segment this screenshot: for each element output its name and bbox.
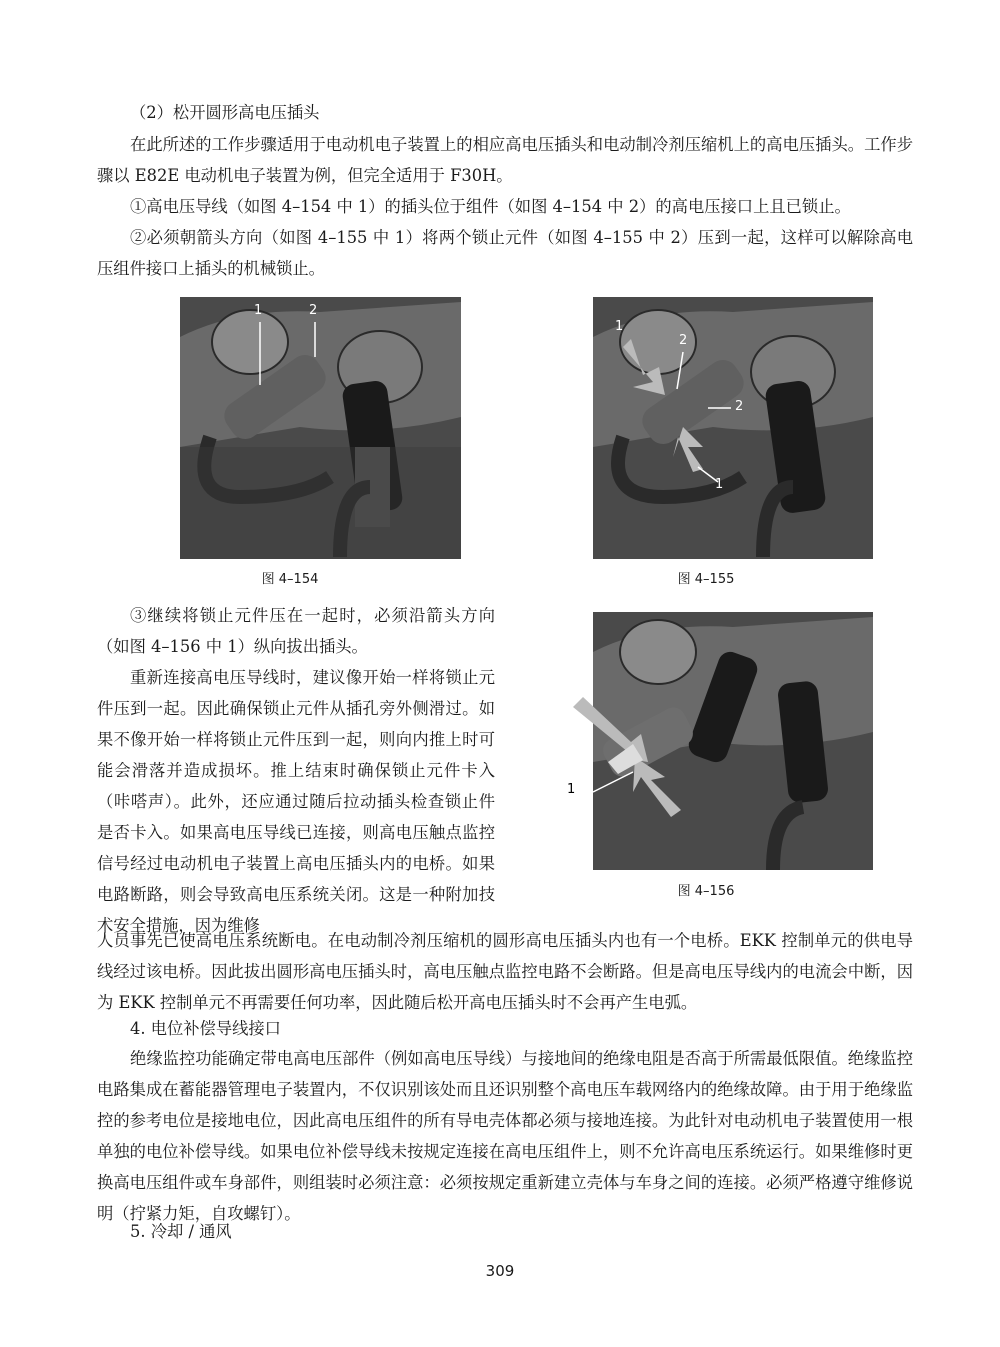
intro-paragraph: 在此所述的工作步骤适用于电动机电子装置上的相应高电压插头和电动制冷剂压缩机上的高电压插头。工作步骤以 E82E 电动机电子装置为例，但完全适用于 F30H。 xyxy=(97,135,913,185)
figure-4-156 xyxy=(567,612,873,870)
fig155-label-1a: 1 xyxy=(615,319,624,334)
section-heading-4: 4. 电位补偿导线接口 xyxy=(130,1019,281,1038)
fig154-caption: 图 4–154 xyxy=(261,572,319,587)
fig154-label-2: 2 xyxy=(309,303,318,318)
figure-4-155 xyxy=(593,297,873,559)
fig155-caption: 图 4–155 xyxy=(677,572,735,587)
fig154-label-1: 1 xyxy=(254,303,263,318)
page-number: 309 xyxy=(485,1262,515,1280)
fig155-label-2a: 2 xyxy=(679,333,688,348)
reconnect-paragraph-side: 重新连接高电压导线时，建议像开始一样将锁止元件压到一起。因此确保锁止元件从插孔旁外侧滑过。如果不像开始一样将锁止元件压到一起，则向内推上时可能会滑落并造成损坏。推上结束时确保锁止元件卡入（咔嗒声）。此外，还应通过随后拉动插头检查锁止件是否卡入。如果高电压导线已连接，则高电压触点监控信号经过电动机电子装置上高电压插头内的电桥。如果电路断路，则会导致高电压系统关闭。这是一种附加技术安全措施，因为维修 xyxy=(97,668,495,935)
fig155-label-2b: 2 xyxy=(735,399,744,414)
section-heading-2: （2）松开圆形高电压插头 xyxy=(130,103,320,122)
reconnect-paragraph-full: 人员事先已使高电压系统断电。在电动制冷剂压缩机的圆形高电压插头内也有一个电桥。EKK 控制单元的供电导线经过该电桥。因此拔出圆形高电压插头时，高电压触点监控电路不会断路。但是高电压导线内的电流会中断，因为 EKK 控制单元不再需要任何功率，因此随后松开高电压插头时不会再产生电弧。 xyxy=(97,931,913,1012)
section-heading-5: 5. 冷却 / 通风 xyxy=(130,1222,232,1241)
fig156-label-1: 1 xyxy=(567,782,576,797)
step-3-paragraph: ③继续将锁止元件压在一起时，必须沿箭头方向（如图 4–156 中 1）纵向拔出插头。 xyxy=(97,606,495,656)
step-1-paragraph: ①高电压导线（如图 4–154 中 1）的插头位于组件（如图 4–154 中 2）的高电压接口上且已锁止。 xyxy=(130,197,851,216)
insulation-paragraph: 绝缘监控功能确定带电高电压部件（例如高电压导线）与接地间的绝缘电阻是否高于所需最低限值。绝缘监控电路集成在蓄能器管理电子装置内，不仅识别该处而且还识别整个高电压车载网络内的绝缘故障。由于用于绝缘监控的参考电位是接地电位，因此高电压组件的所有导电壳体都必须与接地连接。为此针对电动机电子装置使用一根单独的电位补偿导线。如果电位补偿导线未按规定连接在高电压组件上，则不允许高电压系统运行。如果维修时更换高电压组件或车身部件，则组装时必须注意：必须按规定重新建立壳体与车身之间的连接。必须严格遵守维修说明（拧紧力矩，自攻螺钉）。 xyxy=(97,1049,913,1223)
figure-4-154 xyxy=(180,297,461,559)
fig155-label-1b: 1 xyxy=(715,477,724,492)
fig156-caption: 图 4–156 xyxy=(677,884,735,899)
step-2-paragraph: ②必须朝箭头方向（如图 4–155 中 1）将两个锁止元件（如图 4–155 中 2）压到一起，这样可以解除高电压组件接口上插头的机械锁止。 xyxy=(97,228,913,278)
